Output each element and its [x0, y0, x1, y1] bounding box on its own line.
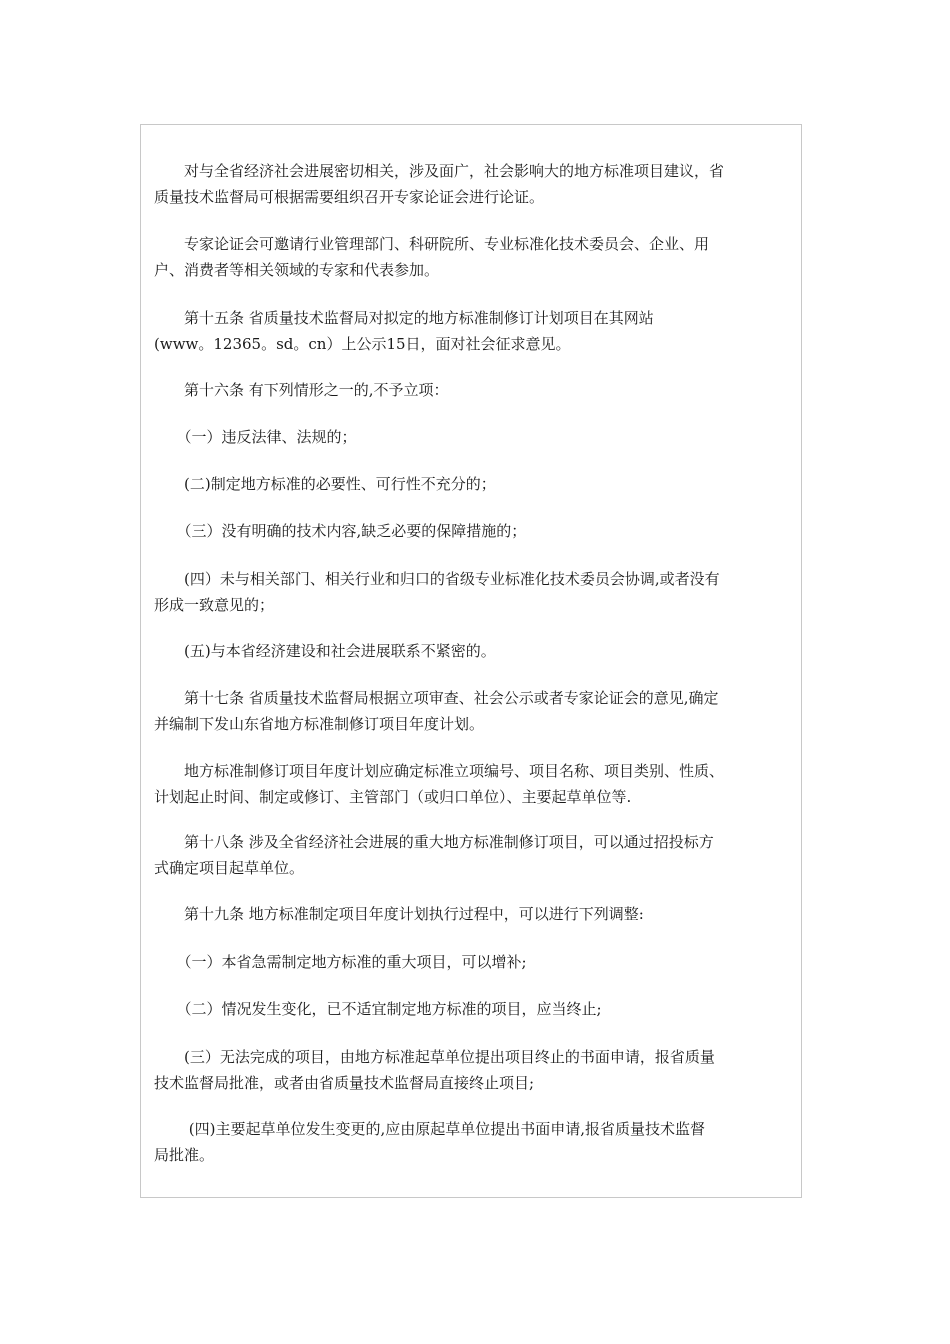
paragraph-expert-participants — [154, 231, 794, 283]
paragraph-expert-review — [154, 158, 794, 210]
text-line: 第十六条 有下列情形之一的,不予立项： — [154, 381, 449, 399]
text-line: （二）情况发生变化，已不适宜制定地方标准的项目，应当终止; — [154, 1000, 602, 1018]
paragraph-article-17 — [154, 685, 794, 737]
text-line: 局批准。 — [154, 1146, 215, 1164]
text-line: 形成一致意见的； — [154, 596, 275, 614]
text-line: (四）未与相关部门、相关行业和归口的省级专业标准化技术委员会协调,或者没有 — [154, 570, 720, 588]
text-line: (二)制定地方标准的必要性、可行性不充分的； — [154, 475, 496, 493]
text-line: 式确定项目起草单位。 — [154, 859, 305, 877]
paragraph-adjust-1 — [154, 949, 794, 975]
text-line: 第十八条 涉及全省经济社会进展的重大地方标准制修订项目，可以通过招投标方 — [154, 833, 714, 851]
paragraph-annual-plan — [154, 758, 794, 810]
text-line: 计划起止时间、制定或修订、主管部门（或归口单位）、主要起草单位等. — [154, 788, 632, 806]
text-line: 专家论证会可邀请行业管理部门、科研院所、专业标准化技术委员会、企业、用 — [154, 235, 710, 253]
text-line: （一）本省急需制定地方标准的重大项目，可以增补; — [154, 953, 527, 971]
paragraph-article-18 — [154, 829, 794, 881]
text-line: （三）没有明确的技术内容,缺乏必要的保障措施的； — [154, 522, 527, 540]
text-line: 第十九条 地方标准制定项目年度计划执行过程中，可以进行下列调整: — [154, 905, 644, 923]
text-line: 质量技术监督局可根据需要组织召开专家论证会进行论证。 — [154, 188, 545, 206]
text-line: 并编制下发山东省地方标准制修订项目年度计划。 — [154, 715, 485, 733]
paragraph-item-4 — [154, 566, 794, 618]
paragraph-item-3 — [154, 518, 794, 544]
paragraph-article-16 — [154, 377, 794, 403]
paragraph-article-15 — [154, 305, 794, 357]
text-line: (四)主要起草单位发生变更的,应由原起草单位提出书面申请,报省质量技术监督 — [154, 1120, 706, 1138]
text-line: 户、消费者等相关领域的专家和代表参加。 — [154, 261, 440, 279]
text-line: 对与全省经济社会进展密切相关，涉及面广，社会影响大的地方标准项目建议，省 — [154, 162, 725, 180]
paragraph-adjust-4 — [154, 1116, 794, 1168]
text-line: 技术监督局批准，或者由省质量技术监督局直接终止项目; — [154, 1074, 535, 1092]
paragraph-adjust-3 — [154, 1044, 794, 1096]
text-line: (三）无法完成的项目，由地方标准起草单位提出项目终止的书面申请，报省质量 — [154, 1048, 715, 1066]
text-line: 第十五条 省质量技术监督局对拟定的地方标准制修订计划项目在其网站 — [154, 309, 654, 327]
paragraph-item-5 — [154, 638, 794, 664]
paragraph-item-2 — [154, 471, 794, 497]
text-line: 第十七条 省质量技术监督局根据立项审查、社会公示或者专家论证会的意见,确定 — [154, 689, 719, 707]
text-line: 地方标准制修订项目年度计划应确定标准立项编号、项目名称、项目类别、性质、 — [154, 762, 725, 780]
text-line: （一）违反法律、法规的； — [154, 428, 357, 446]
text-line: (五)与本省经济建设和社会进展联系不紧密的。 — [154, 642, 496, 660]
text-line: (www。12365。sd。cn）上公示15日，面对社会征求意见。 — [154, 335, 571, 353]
paragraph-item-1 — [154, 424, 794, 450]
paragraph-article-19 — [154, 901, 794, 927]
paragraph-adjust-2 — [154, 996, 794, 1022]
